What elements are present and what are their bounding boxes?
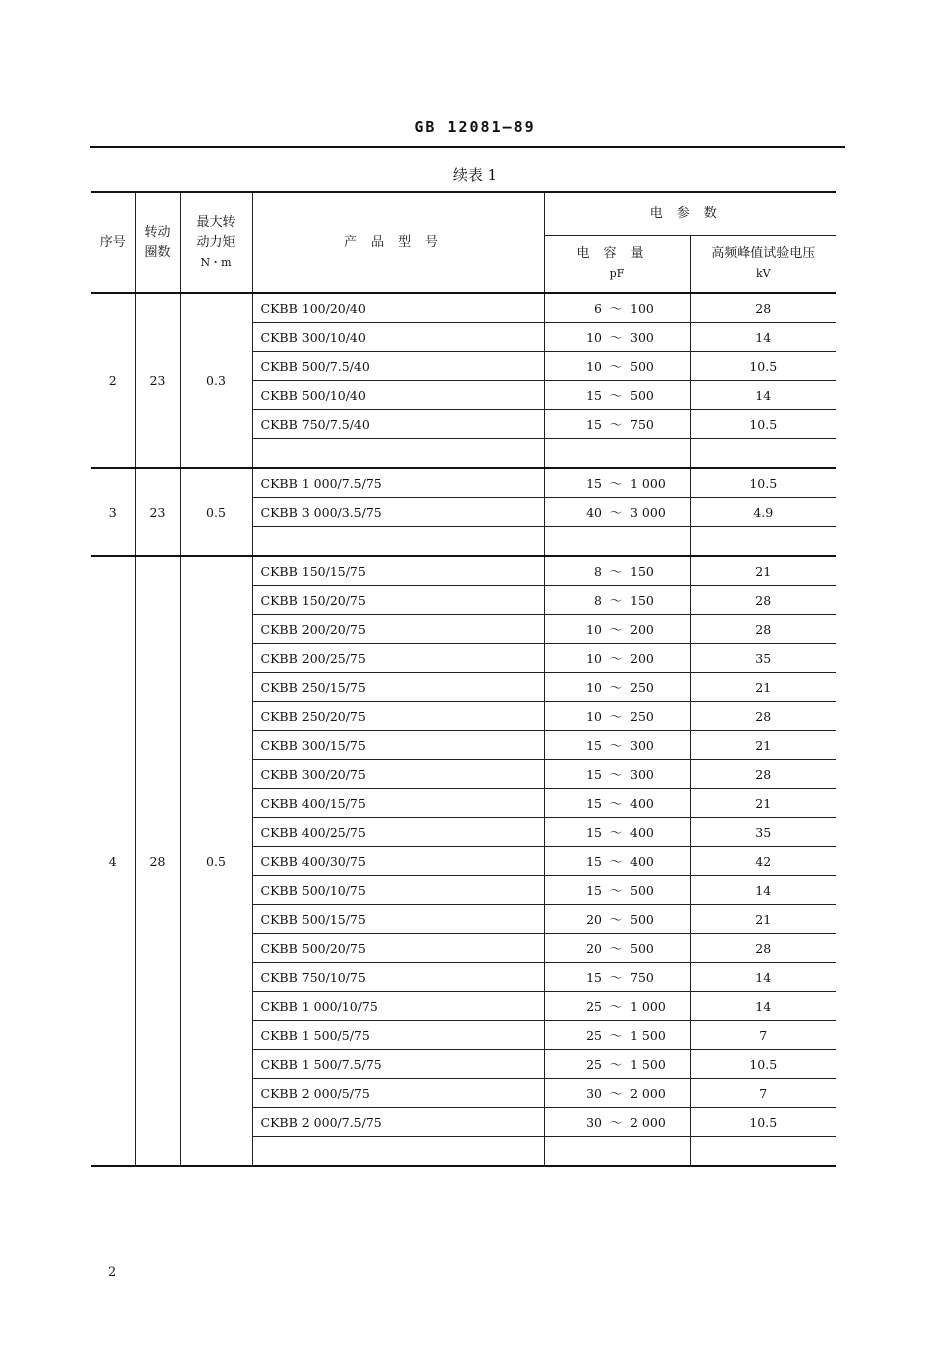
capacitance-min: 20 — [586, 941, 602, 956]
range-separator: ～ — [609, 593, 623, 608]
capacitance-min: 15 — [586, 883, 602, 898]
table-row — [91, 556, 836, 586]
model-cell: CKBB 150/20/75 — [252, 586, 544, 615]
range-separator: ～ — [609, 883, 623, 898]
voltage-cell: 7 — [690, 1021, 836, 1050]
capacitance-cell — [544, 992, 690, 1021]
model-cell: CKBB 200/20/75 — [252, 615, 544, 644]
voltage-cell: 21 — [690, 905, 836, 934]
capacitance-min: 10 — [586, 709, 602, 724]
capacitance-min: 25 — [586, 999, 602, 1014]
capacitance-min: 8 — [594, 593, 602, 608]
model-cell: CKBB 500/10/40 — [252, 381, 544, 410]
model-cell: CKBB 2 000/5/75 — [252, 1079, 544, 1108]
col-header-turns: 转动圈数 — [135, 192, 180, 293]
voltage-cell: 28 — [690, 586, 836, 615]
capacitance-min: 10 — [586, 359, 602, 374]
capacitance-min: 15 — [586, 476, 602, 491]
model-cell: CKBB 750/10/75 — [252, 963, 544, 992]
capacitance-min: 8 — [594, 564, 602, 579]
range-separator: ～ — [609, 709, 623, 724]
range-separator: ～ — [609, 1057, 623, 1072]
capacitance-min: 15 — [586, 388, 602, 403]
voltage-cell: 4.9 — [690, 498, 836, 527]
model-cell: CKBB 500/10/75 — [252, 876, 544, 905]
voltage-cell: 28 — [690, 702, 836, 731]
capacitance-max: 500 — [630, 941, 654, 956]
voltage-cell: 28 — [690, 615, 836, 644]
range-separator: ～ — [609, 1086, 623, 1101]
capacitance-max: 400 — [630, 825, 654, 840]
model-cell: CKBB 2 000/7.5/75 — [252, 1108, 544, 1137]
capacitance-cell — [544, 905, 690, 934]
range-separator: ～ — [609, 564, 623, 579]
model-cell: CKBB 1 500/5/75 — [252, 1021, 544, 1050]
range-separator: ～ — [609, 999, 623, 1014]
voltage-cell: 14 — [690, 992, 836, 1021]
capacitance-max: 300 — [630, 767, 654, 782]
voltage-cell: 21 — [690, 789, 836, 818]
capacitance-min: 25 — [586, 1057, 602, 1072]
model-cell: CKBB 250/15/75 — [252, 673, 544, 702]
capacitance-cell — [544, 760, 690, 789]
voltage-cell: 14 — [690, 876, 836, 905]
voltage-cell: 10.5 — [690, 352, 836, 381]
table-row — [91, 468, 836, 498]
voltage-cell: 35 — [690, 818, 836, 847]
col-header-model: 产品型号 — [252, 192, 544, 293]
capacitance-cell — [544, 293, 690, 323]
col-header-electrical: 电参数 — [544, 192, 836, 236]
model-cell: CKBB 750/7.5/40 — [252, 410, 544, 439]
group-seq: 2 — [91, 293, 135, 468]
capacitance-min: 15 — [586, 738, 602, 753]
range-separator: ～ — [609, 825, 623, 840]
range-separator: ～ — [609, 1115, 623, 1130]
capacitance-max: 150 — [630, 564, 654, 579]
voltage-cell: 14 — [690, 381, 836, 410]
blank-cell — [252, 1137, 544, 1167]
group-seq: 3 — [91, 468, 135, 556]
capacitance-cell — [544, 1050, 690, 1079]
capacitance-max: 250 — [630, 680, 654, 695]
col-header-seq: 序号 — [91, 192, 135, 293]
capacitance-max: 300 — [630, 738, 654, 753]
range-separator: ～ — [609, 941, 623, 956]
voltage-cell: 28 — [690, 934, 836, 963]
model-cell: CKBB 400/15/75 — [252, 789, 544, 818]
col-header-capacitance: 电容量 pF — [544, 236, 690, 294]
capacitance-cell — [544, 934, 690, 963]
capacitance-min: 15 — [586, 854, 602, 869]
capacitance-cell — [544, 1021, 690, 1050]
blank-cell — [252, 439, 544, 469]
capacitance-cell — [544, 1079, 690, 1108]
voltage-cell: 42 — [690, 847, 836, 876]
voltage-cell: 21 — [690, 556, 836, 586]
capacitance-cell — [544, 498, 690, 527]
blank-cell — [690, 1137, 836, 1167]
capacitance-max: 2 000 — [630, 1115, 666, 1130]
capacitance-min: 30 — [586, 1115, 602, 1130]
table-row — [91, 293, 836, 323]
capacitance-max: 1 000 — [630, 476, 666, 491]
capacitance-max: 150 — [630, 593, 654, 608]
range-separator: ～ — [609, 680, 623, 695]
model-cell: CKBB 300/10/40 — [252, 323, 544, 352]
model-cell: CKBB 1 000/10/75 — [252, 992, 544, 1021]
model-cell: CKBB 1 000/7.5/75 — [252, 468, 544, 498]
range-separator: ～ — [609, 1028, 623, 1043]
capacitance-cell — [544, 556, 690, 586]
capacitance-max: 250 — [630, 709, 654, 724]
range-separator: ～ — [609, 796, 623, 811]
voltage-cell: 10.5 — [690, 1108, 836, 1137]
capacitance-min: 10 — [586, 651, 602, 666]
capacitance-cell — [544, 586, 690, 615]
spec-table-body — [91, 293, 836, 1166]
capacitance-cell — [544, 818, 690, 847]
model-cell: CKBB 1 500/7.5/75 — [252, 1050, 544, 1079]
voltage-cell: 28 — [690, 760, 836, 789]
capacitance-cell — [544, 410, 690, 439]
capacitance-cell — [544, 468, 690, 498]
spec-table — [91, 191, 836, 1167]
capacitance-cell — [544, 876, 690, 905]
capacitance-max: 3 000 — [630, 505, 666, 520]
capacitance-min: 10 — [586, 622, 602, 637]
model-cell: CKBB 100/20/40 — [252, 293, 544, 323]
model-cell: CKBB 500/7.5/40 — [252, 352, 544, 381]
voltage-cell: 21 — [690, 673, 836, 702]
capacitance-min: 25 — [586, 1028, 602, 1043]
range-separator: ～ — [609, 767, 623, 782]
capacitance-min: 20 — [586, 912, 602, 927]
range-separator: ～ — [609, 388, 623, 403]
voltage-cell: 10.5 — [690, 1050, 836, 1079]
capacitance-max: 1 500 — [630, 1057, 666, 1072]
range-separator: ～ — [609, 359, 623, 374]
range-separator: ～ — [609, 330, 623, 345]
capacitance-min: 10 — [586, 330, 602, 345]
group-torque: 0.5 — [180, 468, 252, 556]
capacitance-min: 15 — [586, 796, 602, 811]
capacitance-cell — [544, 847, 690, 876]
group-seq: 4 — [91, 556, 135, 1166]
model-cell: CKBB 400/25/75 — [252, 818, 544, 847]
capacitance-max: 500 — [630, 883, 654, 898]
capacitance-min: 40 — [586, 505, 602, 520]
blank-cell — [252, 527, 544, 557]
capacitance-max: 100 — [630, 301, 654, 316]
blank-cell — [544, 527, 690, 557]
model-cell: CKBB 500/15/75 — [252, 905, 544, 934]
capacitance-max: 300 — [630, 330, 654, 345]
capacitance-cell — [544, 673, 690, 702]
capacitance-max: 500 — [630, 388, 654, 403]
capacitance-cell — [544, 702, 690, 731]
capacitance-max: 400 — [630, 854, 654, 869]
capacitance-max: 1 500 — [630, 1028, 666, 1043]
voltage-cell: 10.5 — [690, 468, 836, 498]
voltage-cell: 35 — [690, 644, 836, 673]
table-caption: 续表 1 — [452, 166, 498, 184]
blank-cell — [544, 439, 690, 469]
range-separator: ～ — [609, 970, 623, 985]
model-cell: CKBB 500/20/75 — [252, 934, 544, 963]
model-cell: CKBB 400/30/75 — [252, 847, 544, 876]
capacitance-min: 15 — [586, 417, 602, 432]
capacitance-max: 200 — [630, 622, 654, 637]
group-torque: 0.3 — [180, 293, 252, 468]
model-cell: CKBB 300/20/75 — [252, 760, 544, 789]
capacitance-max: 2 000 — [630, 1086, 666, 1101]
range-separator: ～ — [609, 417, 623, 432]
voltage-cell: 14 — [690, 323, 836, 352]
voltage-cell: 14 — [690, 963, 836, 992]
range-separator: ～ — [609, 505, 623, 520]
capacitance-max: 400 — [630, 796, 654, 811]
capacitance-cell — [544, 1108, 690, 1137]
group-turns: 28 — [135, 556, 180, 1166]
range-separator: ～ — [609, 854, 623, 869]
capacitance-min: 30 — [586, 1086, 602, 1101]
standard-code: GB 12081—89 — [414, 118, 536, 136]
capacitance-max: 750 — [630, 970, 654, 985]
group-turns: 23 — [135, 293, 180, 468]
capacitance-cell — [544, 963, 690, 992]
capacitance-max: 200 — [630, 651, 654, 666]
capacitance-max: 750 — [630, 417, 654, 432]
range-separator: ～ — [609, 651, 623, 666]
voltage-cell: 7 — [690, 1079, 836, 1108]
capacitance-cell — [544, 731, 690, 760]
capacitance-cell — [544, 644, 690, 673]
voltage-cell: 21 — [690, 731, 836, 760]
voltage-cell: 28 — [690, 293, 836, 323]
page-number: 2 — [108, 1265, 117, 1280]
model-cell: CKBB 3 000/3.5/75 — [252, 498, 544, 527]
range-separator: ～ — [609, 476, 623, 491]
capacitance-min: 15 — [586, 970, 602, 985]
blank-cell — [544, 1137, 690, 1167]
range-separator: ～ — [609, 738, 623, 753]
capacitance-max: 500 — [630, 912, 654, 927]
group-turns: 23 — [135, 468, 180, 556]
range-separator: ～ — [609, 301, 623, 316]
capacitance-min: 15 — [586, 767, 602, 782]
capacitance-max: 500 — [630, 359, 654, 374]
capacitance-cell — [544, 323, 690, 352]
voltage-cell: 10.5 — [690, 410, 836, 439]
group-torque: 0.5 — [180, 556, 252, 1166]
col-header-voltage: 高频峰值试验电压 kV — [690, 236, 836, 294]
blank-cell — [690, 527, 836, 557]
header-divider — [90, 146, 845, 148]
col-header-torque: 最大转动力矩 N・m — [180, 192, 252, 293]
capacitance-min: 6 — [594, 301, 602, 316]
capacitance-cell — [544, 789, 690, 818]
capacitance-min: 10 — [586, 680, 602, 695]
capacitance-cell — [544, 615, 690, 644]
range-separator: ～ — [609, 912, 623, 927]
capacitance-cell — [544, 352, 690, 381]
model-cell: CKBB 300/15/75 — [252, 731, 544, 760]
capacitance-max: 1 000 — [630, 999, 666, 1014]
model-cell: CKBB 200/25/75 — [252, 644, 544, 673]
model-cell: CKBB 150/15/75 — [252, 556, 544, 586]
model-cell: CKBB 250/20/75 — [252, 702, 544, 731]
capacitance-min: 15 — [586, 825, 602, 840]
blank-cell — [690, 439, 836, 469]
range-separator: ～ — [609, 622, 623, 637]
capacitance-cell — [544, 381, 690, 410]
